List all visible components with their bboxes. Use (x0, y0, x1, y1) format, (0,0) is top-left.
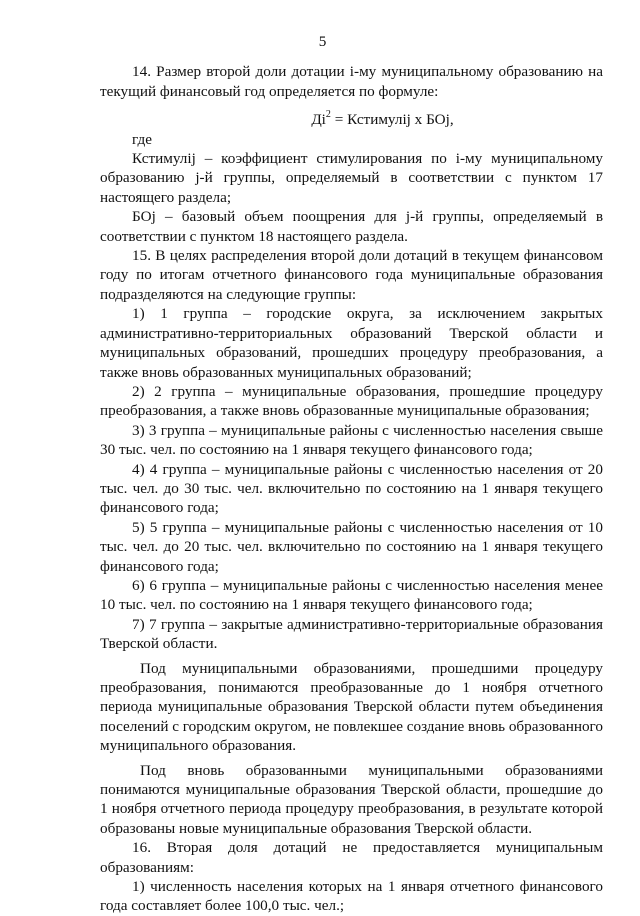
note-new: Под вновь образованными муниципальными образованиями понимаются муниципальные образования Тверской области, прошедшие до 1 ноября отчетного периода процедуру преобразования, в результате которой образованы новые муниципальные образования Тверской области. (100, 761, 603, 837)
page-number: 5 (318, 33, 327, 50)
group-item-6: 6) 6 группа – муниципальные районы с численностью населения менее 10 тыс. чел. по состоянию на 1 января текущего финансового года; (100, 576, 603, 614)
paragraph-14: 14. Размер второй доли дотации i-му муниципальному образованию на текущий финансовый год определяется по формуле: (100, 63, 603, 100)
paragraph-16: 16. Вторая доля дотаций не предоставляется муниципальным образованиям: (100, 839, 603, 876)
p16-item-1: 1) численность населения которых на 1 января отчетного финансового года составляет более 100,0 тыс. чел.; (100, 878, 603, 915)
paragraph-15: 15. В целях распределения второй доли дотаций в текущем финансовом году по итогам отчетного финансового года муниципальные образования подразделяются на следующие группы: (100, 247, 603, 303)
formula-rhs: = Кстимулij х БОj, (330, 111, 454, 129)
group-item-3: 3) 3 группа – муниципальные районы с численностью населения свыше 30 тыс. чел. по состоянию на 1 января текущего финансового года; (100, 421, 603, 459)
group-item-2: 2) 2 группа – муниципальные образования, прошедшие процедуру преобразования, а также вновь образованные муниципальные образования; (100, 382, 603, 420)
note-transformed: Под муниципальными образованиями, прошедшими процедуру преобразования, понимаются преобразованные до 1 ноября отчетного периода муниципальные образования Тверской области путем объединения поселений с городским округом, не повлекшее создание вновь образованного муниципального образования. (100, 659, 604, 755)
group-item-5: 5) 5 группа – муниципальные районы с численностью населения от 10 тыс. чел. до 20 тыс. чел. включительно по состоянию на 1 января текущего финансового года; (100, 518, 603, 575)
group-item-1: 1) 1 группа – городские округа, за исключением закрытых административно-территориальных образований Тверской области и муниципальных образований, прошедших процедуру преобразования, а также вновь образованных муниципальных образований; (100, 305, 603, 381)
formula (162, 110, 603, 129)
formula-superscript: 2 (325, 109, 331, 121)
formula-lhs: Дi (311, 111, 326, 129)
group-item-7: 7) 7 группа – закрытые административно-территориальные образования Тверской области. (100, 615, 603, 653)
group-item-4: 4) 4 группа – муниципальные районы с численностью населения от 20 тыс. чел. до 30 тыс. чел. включительно по состоянию на 1 января текущего финансового года; (100, 460, 603, 517)
definition-k-stimul: Кстимулij – коэффициент стимулирования по i-му муниципальному образованию j-й группы, определяемый в соответствии с пунктом 17 настоящего раздела; (100, 150, 603, 206)
where-label: где (132, 130, 152, 148)
definition-bo: БОj – базовый объем поощрения для j-й группы, определяемый в соответствии с пунктом 18 настоящего раздела. (100, 208, 603, 245)
